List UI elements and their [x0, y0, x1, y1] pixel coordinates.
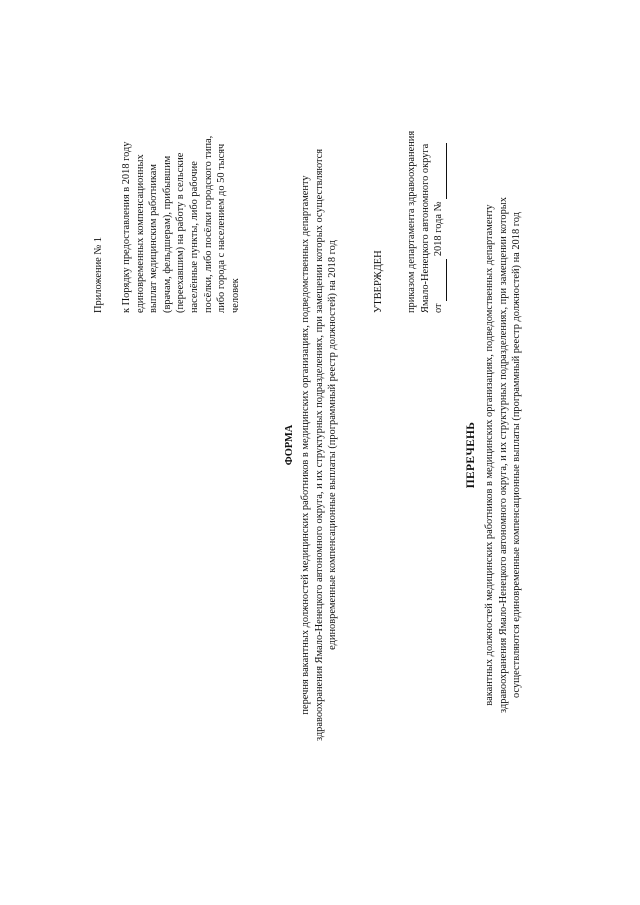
- list-title: ПЕРЕЧЕНЬ: [465, 421, 477, 489]
- list-line: вакантных должностей медицинских работников в медицинских организациях, подведомственных департаменту: [484, 204, 495, 706]
- approved-date-line: [432, 131, 447, 313]
- annex-line: (врачам, фельдшерам), прибывшим: [161, 155, 173, 313]
- approved-line: приказом департамента здравоохранения: [406, 130, 417, 313]
- approved-title: УТВЕРЖДЕН: [373, 250, 384, 313]
- list-line: осуществляются единовременные компенсационные выплаты (программный реестр должностей) на 2018 год: [511, 212, 523, 698]
- approved-from-label: от: [433, 303, 445, 313]
- number-blank: [432, 143, 447, 199]
- annex-line: к Порядку предоставления в 2018 году: [121, 141, 132, 313]
- annex-text: [120, 136, 242, 313]
- date-blank: [432, 259, 447, 301]
- form-line: здравоохранения Ямало-Ненецкого автономного округа, и их структурных подразделениях, при замещении которых осуществляются: [313, 148, 325, 742]
- annex-line: населённые пункты, либо рабочие: [188, 161, 200, 313]
- annex-line: единовременных компенсационных: [134, 154, 146, 313]
- list-line: здравоохранения Ямало-Ненецкого автономного округа, и их структурных подразделениях, при замещении которых: [497, 197, 509, 713]
- approved-year-text: 2018 года №: [433, 201, 445, 257]
- form-text: [299, 80, 340, 810]
- form-title: ФОРМА: [284, 424, 295, 466]
- list-text: [483, 105, 524, 805]
- approved-text: [405, 131, 447, 313]
- approved-line: Ямало-Ненецкого автономного округа: [419, 143, 431, 313]
- form-line: перечня вакантных должностей медицинских работников в медицинских организациях, подведомственных департаменту: [300, 175, 311, 715]
- annex-line: выплат медицинским работникам: [148, 164, 160, 313]
- annex-line: (переехавшим) на работу в сельские: [175, 152, 187, 313]
- annex-label: Приложение № 1: [93, 236, 104, 313]
- annex-line: посёлки, либо посёлки городского типа,: [202, 135, 214, 313]
- form-line: единовременные компенсационные выплаты (программный реестр должностей) на 2018 год: [327, 240, 339, 650]
- annex-line: либо города с населением до 50 тысяч: [216, 143, 228, 313]
- annex-line: человек: [229, 278, 241, 313]
